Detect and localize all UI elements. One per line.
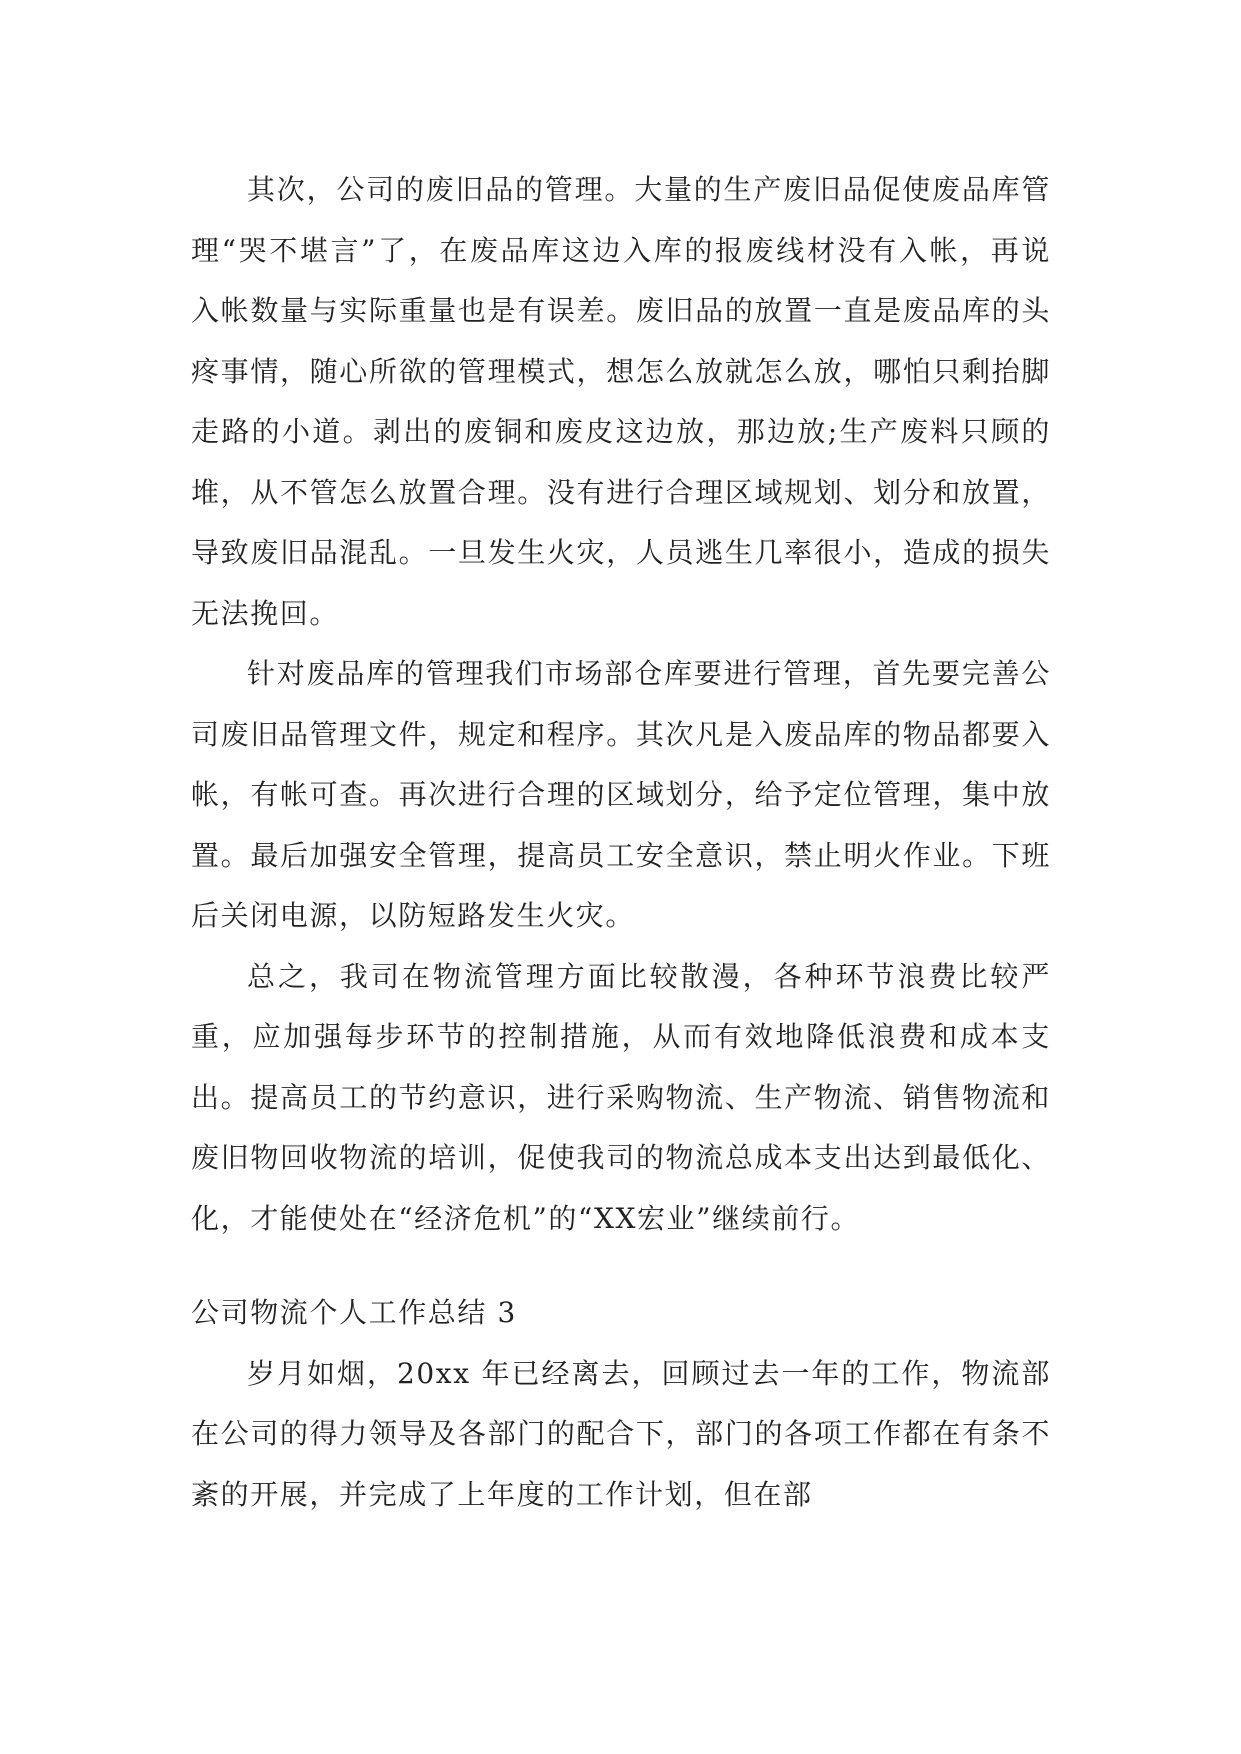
paragraph-warehouse-measures: 针对废品库的管理我们市场部仓库要进行管理，首先要完善公司废旧品管理文件，规定和程序。其次凡是入废品库的物品都要入帐，有帐可查。再次进行合理的区域划分，给予定位管理，集中放置。最后加强安全管理，提高员工安全意识，禁止明火作业。下班后关闭电源，以防短路发生火灾。 xyxy=(191,657,1051,932)
section-spacer xyxy=(191,1249,1051,1283)
document-body xyxy=(191,160,1051,1525)
section-heading: 公司物流个人工作总结 3 xyxy=(191,1296,517,1329)
paragraph-conclusion: 总之，我司在物流管理方面比较散漫，各种环节浪费比较严重，应加强每步环节的控制措施，从而有效地降低浪费和成本支出。提高员工的节约意识，进行采购物流、生产物流、销售物流和废旧物回收物流的培训，促使我司的物流总成本支出达到最低化、化，才能使处在“经济危机”的“XX宏业”继续前行。 xyxy=(191,959,1051,1235)
paragraph-year-review: 岁月如烟，20xx 年已经离去，回顾过去一年的工作，物流部在公司的得力领导及各部门的配合下，部门的各项工作都在有条不紊的开展，并完成了上年度的工作计划，但在部 xyxy=(191,1356,1051,1511)
paragraph-waste-management: 其次，公司的废旧品的管理。大量的生产废旧品促使废品库管理“哭不堪言”了，在废品库这边入库的报废线材没有入帐，再说入帐数量与实际重量也是有误差。废旧品的放置一直是废品库的头疼事情，随心所欲的管理模式，想怎么放就怎么放，哪怕只剩抬脚走路的小道。剥出的废铜和废皮这边放，那边放;生产废料只顾的堆，从不管怎么放置合理。没有进行合理区域规划、划分和放置，导致废旧品混乱。一旦发生火灾，人员逃生几率很小，造成的损失无法挽回。 xyxy=(191,173,1051,630)
